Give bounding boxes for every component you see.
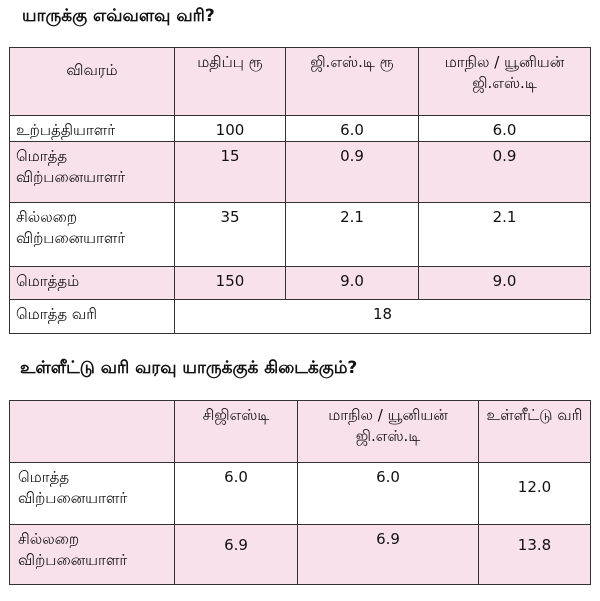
row-gst: 9.0 xyxy=(286,267,419,300)
row-state-gst: 6.9 xyxy=(298,525,479,585)
row-input-tax: 13.8 xyxy=(479,525,591,585)
column-header-state-gst: மாநில / யூனியன் ஜி.எஸ்.டி xyxy=(419,48,591,116)
tax-distribution-table xyxy=(9,47,591,334)
total-tax-value: 18 xyxy=(175,300,591,334)
table-row-total xyxy=(10,267,591,300)
row-label: உற்பத்தியாளர் xyxy=(10,116,175,142)
column-header-input-tax: உள்ளீட்டு வரி xyxy=(479,401,591,463)
column-header-description: விவரம் xyxy=(10,48,175,116)
row-label: சில்லறை விற்பனையாளர் xyxy=(10,203,175,267)
table-header-row xyxy=(10,401,591,463)
row-label: சில்லறை விற்பனையாளர் xyxy=(10,525,175,585)
table-row xyxy=(10,525,591,585)
row-value: 35 xyxy=(175,203,286,267)
table-header-row xyxy=(10,48,591,116)
row-state-gst: 0.9 xyxy=(419,142,591,203)
row-label: மொத்த விற்பனையாளர் xyxy=(10,142,175,203)
row-value: 100 xyxy=(175,116,286,142)
row-label: மொத்தம் xyxy=(10,267,175,300)
column-header-cgst: சிஜிஎஸ்டி xyxy=(175,401,298,463)
table-row xyxy=(10,463,591,525)
column-header-value: மதிப்பு ரூ xyxy=(175,48,286,116)
row-gst: 0.9 xyxy=(286,142,419,203)
row-state-gst: 6.0 xyxy=(419,116,591,142)
row-cgst: 6.9 xyxy=(175,525,298,585)
table-row-total-tax xyxy=(10,300,591,334)
table-row xyxy=(10,142,591,203)
input-tax-credit-table xyxy=(9,400,591,585)
column-header-gst: ஜி.எஸ்.டி ரூ xyxy=(286,48,419,116)
column-header-state-gst: மாநில / யூனியன் ஜி.எஸ்.டி xyxy=(298,401,479,463)
table-row xyxy=(10,116,591,142)
row-gst: 6.0 xyxy=(286,116,419,142)
total-tax-label: மொத்த வரி xyxy=(10,300,175,334)
column-header-empty xyxy=(10,401,175,463)
row-value: 150 xyxy=(175,267,286,300)
row-state-gst: 6.0 xyxy=(298,463,479,525)
row-label: மொத்த விற்பனையாளர் xyxy=(10,463,175,525)
table-row xyxy=(10,203,591,267)
row-state-gst: 2.1 xyxy=(419,203,591,267)
row-value: 15 xyxy=(175,142,286,203)
row-gst: 2.1 xyxy=(286,203,419,267)
row-state-gst: 9.0 xyxy=(419,267,591,300)
section1-title: யாருக்கு எவ்வளவு வரி? xyxy=(22,6,215,26)
row-cgst: 6.0 xyxy=(175,463,298,525)
section2-title: உள்ளீட்டு வரி வரவு யாருக்குக் கிடைக்கும்? xyxy=(20,358,358,378)
row-input-tax: 12.0 xyxy=(479,463,591,525)
